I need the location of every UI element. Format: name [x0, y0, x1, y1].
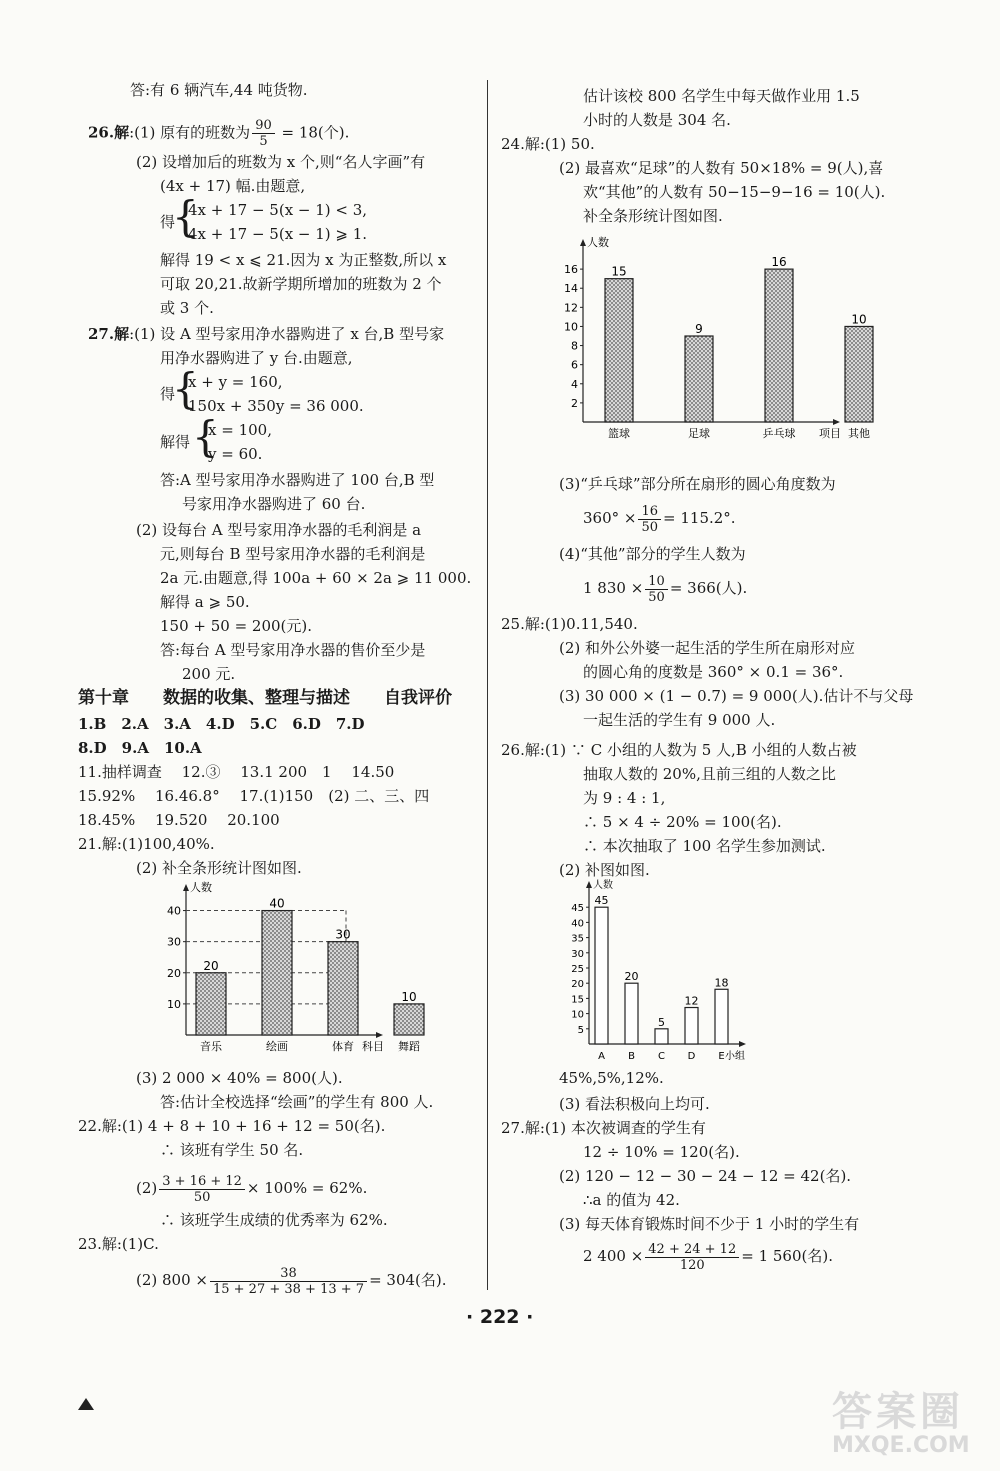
y-tick-label: 2: [571, 396, 578, 410]
data-label: 20: [203, 958, 219, 973]
q26-part3: (3) 看法积极向上均可.: [559, 1095, 710, 1113]
data-label: 5: [658, 1015, 665, 1029]
q23-part1: 23.解:(1)C.: [78, 1235, 159, 1253]
bar: [595, 907, 608, 1044]
y-axis-arrow: [586, 881, 592, 888]
fill-answers: 15.92% 16.46.8° 17.(1)150 (2) 二、三、四: [78, 787, 430, 805]
x-tick-label: A: [598, 1051, 605, 1062]
x-tick-label: 绘画: [266, 1040, 288, 1053]
q22-prefix: (2): [136, 1179, 158, 1197]
brace: {: [192, 412, 219, 461]
q27-text: 用净水器购进了 y 台.由题意,: [160, 349, 353, 367]
estimate-line: 估计该校 800 名学生中每天做作业用 1.5: [583, 87, 860, 105]
y-axis-label: 人数: [593, 880, 613, 891]
y-tick-label: 40: [571, 918, 584, 930]
calc-prefix: 1 830 ×: [583, 579, 644, 597]
q22-conclusion: ∴ 该班学生成绩的优秀率为 62%.: [160, 1211, 388, 1229]
denominator: 120: [679, 1257, 705, 1273]
q26-system: 4x + 17 − 5(x − 1) < 3,: [188, 201, 368, 219]
denominator: 50: [193, 1189, 211, 1205]
q26-part1: ∴ 本次抽取了 100 名学生参加测试.: [583, 837, 826, 855]
denominator: 50: [641, 519, 659, 535]
q27-part3-calc: [583, 1238, 833, 1274]
q25-part3: (3) 30 000 × (1 − 0.7) = 9 000(人).估计不与父母: [559, 687, 914, 705]
q27-answer: 答:A 型号家用净水器购进了 100 台,B 型: [160, 471, 435, 489]
x-tick-label: B: [628, 1051, 635, 1062]
q26-part2: (4x + 17) 幅.由题意,: [160, 177, 306, 195]
calc-prefix: 360° ×: [583, 509, 637, 527]
y-tick-label: 4: [571, 377, 578, 391]
numerator: 90: [252, 118, 275, 134]
data-label: 12: [684, 994, 699, 1008]
y-tick-label: 5: [577, 1024, 584, 1036]
fraction: [252, 118, 275, 149]
y-tick-label: 30: [571, 948, 584, 960]
q25-part3: 一起生活的学生有 9 000 人.: [583, 711, 776, 729]
q27-label: 27.解: [88, 325, 130, 343]
q26-solution: 可取 20,21.故新学期所增加的班数为 2 个: [160, 275, 442, 293]
x-axis-label: 科目: [362, 1040, 384, 1053]
q24-part2: (2) 最喜欢“足球”的人数有 50×18% = 9(人),喜: [559, 159, 884, 177]
brace: {: [172, 192, 199, 241]
q24-part2: 补全条形统计图如图.: [583, 207, 723, 225]
q27-part2: (2) 设每台 A 型号家用净水器的毛利润是 a: [136, 521, 422, 539]
numerator: 38: [210, 1266, 367, 1282]
q23-part2: [136, 1262, 447, 1298]
data-label: 10: [851, 312, 867, 327]
q27-part2: 2a 元.由题意,得 100a + 60 × 2a ⩾ 11 000.: [160, 569, 472, 587]
y-tick-label: 20: [571, 979, 584, 991]
y-tick-label: 12: [564, 301, 578, 315]
fraction: [645, 574, 668, 605]
x-tick-label: D: [687, 1051, 696, 1062]
q22-part2: [136, 1170, 367, 1206]
q23-prefix: (2) 800 ×: [136, 1271, 208, 1289]
y-tick-label: 16: [564, 263, 578, 277]
data-label: 16: [771, 255, 787, 270]
q26-percentages: 45%,5%,12%.: [559, 1069, 664, 1087]
q27-part2: 解得 a ⩾ 50.: [160, 593, 250, 611]
calc-suffix: = 115.2°.: [663, 509, 736, 527]
q26-system: 4x + 17 − 5(x − 1) ⩾ 1.: [188, 225, 368, 243]
y-axis-arrow: [183, 884, 189, 891]
numerator: 16: [638, 504, 661, 520]
q24-part4: (4)“其他”部分的学生人数为: [559, 545, 746, 563]
fraction: [159, 1174, 245, 1205]
bar: [655, 1029, 668, 1044]
x-tick-label: 其他: [848, 427, 870, 440]
q25-part2: (2) 和外公外婆一起生活的学生所在扇形对应: [559, 639, 856, 657]
denominator: 50: [648, 589, 665, 605]
q26-de: 得: [160, 213, 176, 231]
q25-part2: 的圆心角的度数是 360° × 0.1 = 36°.: [583, 663, 844, 681]
data-label: 40: [269, 896, 285, 911]
q22-suffix: × 100% = 62%.: [246, 1179, 368, 1197]
y-axis-label: 人数: [190, 881, 212, 894]
q26-part1: 抽取人数的 20%,且前三组的人数之比: [583, 765, 836, 783]
data-label: 18: [714, 976, 729, 990]
y-tick-label: 10: [564, 320, 578, 334]
fraction: [638, 504, 661, 535]
q24-part3-calc: [583, 500, 736, 536]
bar-chart-groups: [567, 868, 767, 1064]
x-tick-label: E: [718, 1051, 725, 1062]
y-tick-label: 25: [571, 964, 584, 975]
x-axis-arrow: [376, 1032, 383, 1038]
q27-system: x + y = 160,: [188, 373, 283, 391]
q24-part4-calc: [583, 570, 747, 606]
q26-text: :(1) 原有的班数为: [129, 123, 251, 142]
data-label: 30: [335, 927, 351, 942]
x-tick-label: 乒乓球: [762, 427, 796, 440]
data-label: 20: [624, 970, 639, 984]
bar: [196, 973, 226, 1035]
q27-system: 150x + 350y = 36 000.: [188, 397, 364, 415]
y-tick-label: 20: [167, 966, 181, 980]
chapter-title: 第十章 数据的收集、整理与描述 自我评价: [78, 688, 452, 708]
q21-part2: (2) 补全条形统计图如图.: [136, 859, 302, 877]
brace: {: [172, 364, 199, 413]
q22-conclusion: ∴ 该班有学生 50 名.: [160, 1141, 304, 1159]
q26-label: 26.解: [88, 123, 130, 142]
y-tick-label: 14: [564, 282, 578, 296]
data-label: 9: [695, 322, 703, 336]
q27-part1: [88, 324, 444, 344]
bar: [685, 336, 713, 422]
q24-part1: 24.解:(1) 50.: [501, 135, 595, 153]
bar: [765, 269, 793, 422]
q27-jie: 解得: [160, 433, 191, 451]
x-axis-label: 小组: [725, 1051, 745, 1062]
q24-part3: (3)“乒乓球”部分所在扇形的圆心角度数为: [559, 475, 836, 493]
corner-triangle-icon: [78, 1398, 94, 1410]
x-tick-label: 足球: [688, 427, 710, 440]
x-tick-label: 体育: [332, 1040, 354, 1053]
calc-prefix: 2 400 ×: [583, 1247, 644, 1265]
denominator: 15 + 27 + 38 + 13 + 7: [212, 1281, 365, 1297]
data-label: 10: [401, 989, 417, 1004]
page-number: · 222 ·: [466, 1306, 534, 1328]
bar: [715, 989, 728, 1044]
y-tick-label: 45: [571, 903, 584, 915]
q26-part2: (2) 设增加后的班数为 x 个,则“名人字画”有: [136, 153, 426, 171]
y-tick-label: 30: [167, 935, 181, 949]
bar: [394, 1004, 424, 1035]
y-tick-label: 10: [167, 997, 181, 1011]
bar: [625, 983, 638, 1044]
q21-answer: 答:估计全校选择“绘画”的学生有 800 人.: [160, 1093, 434, 1111]
fill-answers: 18.45% 19.520 20.100: [78, 811, 280, 829]
q22-part1: 22.解:(1) 4 + 8 + 10 + 16 + 12 = 50(名).: [78, 1117, 386, 1135]
q27-answer: 号家用净水器购进了 60 台.: [182, 495, 366, 513]
numerator: 10: [645, 574, 668, 590]
numerator: 42 + 24 + 12: [645, 1242, 739, 1258]
answer-line: 答:有 6 辆汽车,44 吨货物.: [130, 81, 308, 99]
bar: [605, 279, 633, 422]
q27-part1: 12 ÷ 10% = 120(名).: [583, 1143, 740, 1161]
bar: [262, 911, 292, 1035]
calc-suffix: = 1 560(名).: [741, 1247, 833, 1265]
y-tick-label: 10: [571, 1009, 584, 1021]
q21-part1: 21.解:(1)100,40%.: [78, 835, 215, 853]
q27-solution: x = 100,: [208, 421, 272, 439]
q25-part1: 25.解:(1)0.11,540.: [501, 615, 638, 633]
q27-answer: 答:每台 A 型号家用净水器的售价至少是: [160, 641, 426, 659]
q27-part2: 元,则每台 B 型号家用净水器的毛利润是: [160, 545, 426, 563]
q26-part1: 26.解:(1) ∵ C 小组的人数为 5 人,B 小组的人数占被: [501, 741, 857, 759]
bar: [845, 326, 873, 422]
q23-suffix: = 304(名).: [369, 1271, 447, 1289]
q27-part2: (2) 120 − 12 − 30 − 24 − 12 = 42(名).: [559, 1167, 852, 1185]
choice-answers: 1.B 2.A 3.A 4.D 5.C 6.D 7.D: [78, 715, 365, 733]
q27-part1: 27.解:(1) 本次被调查的学生有: [501, 1119, 706, 1137]
q26-part1: [88, 118, 349, 149]
watermark-line1: 答案圈: [832, 1389, 964, 1435]
q27-part2: 150 + 50 = 200(元).: [160, 617, 313, 635]
y-tick-label: 40: [167, 904, 181, 918]
watermark-line2: MXQE.COM: [832, 1433, 970, 1458]
x-axis-label: 项目: [819, 427, 841, 440]
calc-suffix: = 366(人).: [669, 579, 748, 597]
page-number-value: 222: [479, 1306, 520, 1328]
x-axis-arrow: [739, 1041, 746, 1047]
q26-solution: 解得 19 < x ⩽ 21.因为 x 为正整数,所以 x: [160, 251, 447, 269]
data-label: 45: [594, 894, 609, 908]
x-axis-arrow: [833, 419, 840, 425]
y-axis-label: 人数: [587, 236, 609, 249]
y-tick-label: 35: [571, 933, 584, 945]
numerator: 3 + 16 + 12: [159, 1174, 245, 1190]
q24-part2: 欢“其他”的人数有 50−15−9−16 = 10(人).: [583, 183, 886, 201]
bar: [685, 1008, 698, 1044]
q27-de: 得: [160, 385, 176, 403]
fraction: [645, 1242, 739, 1273]
choice-answers: 8.D 9.A 10.A: [78, 739, 202, 757]
q21-part3: (3) 2 000 × 40% = 800(人).: [136, 1069, 343, 1087]
x-tick-label: 舞蹈: [398, 1040, 420, 1053]
q26-solution: 或 3 个.: [160, 299, 214, 317]
q27-part2: ∴a 的值为 42.: [583, 1191, 680, 1209]
x-tick-label: 篮球: [608, 427, 630, 440]
x-tick-label: 音乐: [200, 1040, 222, 1053]
bar-chart-subjects: [150, 880, 420, 1060]
q26-text: = 18(个).: [276, 123, 350, 142]
estimate-line: 小时的人数是 304 名.: [583, 111, 731, 129]
data-label: 15: [611, 264, 627, 279]
fraction: [210, 1266, 367, 1297]
q27-solution: y = 60.: [208, 445, 263, 463]
y-tick-label: 15: [571, 994, 584, 1006]
q26-part1: 为 9 : 4 : 1,: [583, 789, 666, 807]
q26-part2: (2) 补图如图.: [559, 861, 650, 879]
y-axis-arrow: [580, 239, 586, 246]
q27-answer: 200 元.: [182, 665, 236, 683]
watermark-logo: [832, 1380, 970, 1458]
column-divider: [487, 80, 488, 1290]
bar-chart-sports: [555, 226, 870, 446]
y-tick-label: 6: [571, 358, 578, 372]
y-tick-label: 8: [571, 339, 578, 353]
bar: [328, 942, 358, 1035]
denominator: 5: [259, 134, 268, 149]
q27-text: :(1) 设 A 型号家用净水器购进了 x 台,B 型号家: [129, 325, 445, 343]
x-tick-label: C: [658, 1051, 665, 1062]
q26-part1: ∴ 5 × 4 ÷ 20% = 100(名).: [583, 813, 782, 831]
q27-part3: (3) 每天体育锻炼时间不少于 1 小时的学生有: [559, 1215, 860, 1233]
fill-answers: 11.抽样调查 12.③ 13.1 200 1 14.50: [78, 763, 395, 781]
